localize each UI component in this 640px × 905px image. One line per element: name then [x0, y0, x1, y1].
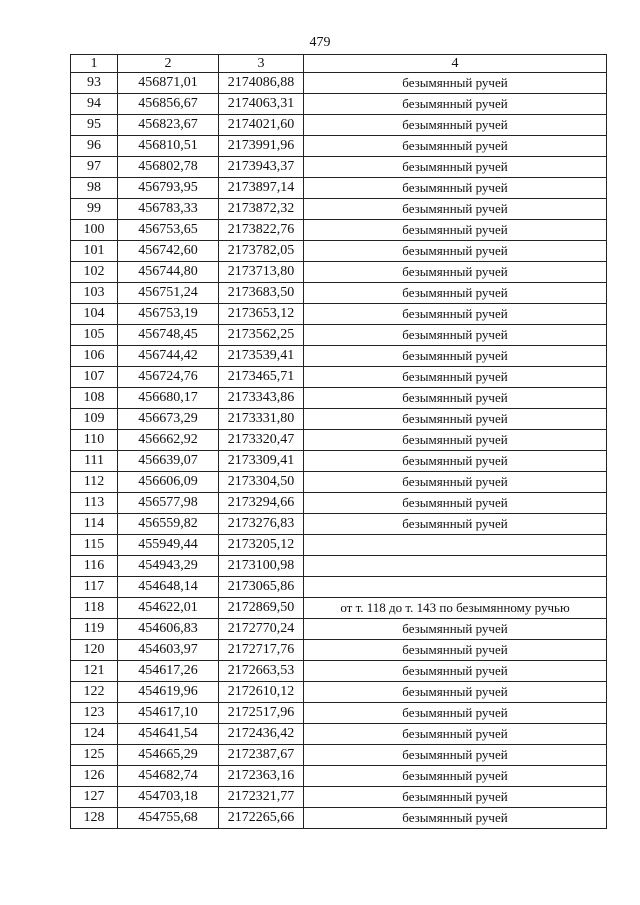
description-cell: безымянный ручей [304, 808, 607, 829]
y-coordinate-cell: 2174086,88 [219, 73, 304, 94]
point-number-cell: 120 [71, 640, 118, 661]
description-cell: безымянный ручей [304, 367, 607, 388]
table-row [71, 787, 607, 808]
y-coordinate-cell: 2173320,47 [219, 430, 304, 451]
y-coordinate-cell: 2173309,41 [219, 451, 304, 472]
table-row [71, 556, 607, 577]
description-cell: безымянный ручей [304, 220, 607, 241]
table-row [71, 724, 607, 745]
table-row [71, 577, 607, 598]
x-coordinate-cell: 454665,29 [118, 745, 219, 766]
x-coordinate-cell: 456662,92 [118, 430, 219, 451]
table-row [71, 94, 607, 115]
table-row [71, 367, 607, 388]
description-cell: безымянный ручей [304, 661, 607, 682]
point-number-cell: 105 [71, 325, 118, 346]
point-number-cell: 96 [71, 136, 118, 157]
y-coordinate-cell: 2172363,16 [219, 766, 304, 787]
y-coordinate-cell: 2173465,71 [219, 367, 304, 388]
point-number-cell: 108 [71, 388, 118, 409]
y-coordinate-cell: 2172610,12 [219, 682, 304, 703]
point-number-cell: 118 [71, 598, 118, 619]
x-coordinate-cell: 454943,29 [118, 556, 219, 577]
header-cell-point: 1 [71, 55, 118, 73]
point-number-cell: 123 [71, 703, 118, 724]
x-coordinate-cell: 454703,18 [118, 787, 219, 808]
description-cell: безымянный ручей [304, 514, 607, 535]
y-coordinate-cell: 2173683,50 [219, 283, 304, 304]
point-number-cell: 107 [71, 367, 118, 388]
table-row [71, 598, 607, 619]
x-coordinate-cell: 456856,67 [118, 94, 219, 115]
x-coordinate-cell: 454617,10 [118, 703, 219, 724]
x-coordinate-cell: 454755,68 [118, 808, 219, 829]
description-cell: безымянный ручей [304, 388, 607, 409]
y-coordinate-cell: 2173539,41 [219, 346, 304, 367]
point-number-cell: 111 [71, 451, 118, 472]
x-coordinate-cell: 456753,19 [118, 304, 219, 325]
table-row [71, 220, 607, 241]
description-cell: безымянный ручей [304, 136, 607, 157]
point-number-cell: 93 [71, 73, 118, 94]
point-number-cell: 103 [71, 283, 118, 304]
x-coordinate-cell: 456742,60 [118, 241, 219, 262]
description-cell: безымянный ручей [304, 619, 607, 640]
point-number-cell: 101 [71, 241, 118, 262]
description-cell: безымянный ручей [304, 283, 607, 304]
y-coordinate-cell: 2174063,31 [219, 94, 304, 115]
y-coordinate-cell: 2173331,80 [219, 409, 304, 430]
table-row [71, 661, 607, 682]
y-coordinate-cell: 2173943,37 [219, 157, 304, 178]
table-body [71, 55, 607, 829]
point-number-cell: 124 [71, 724, 118, 745]
description-cell: от т. 118 до т. 143 по безымянному ручью [304, 598, 607, 619]
description-cell [304, 535, 607, 556]
point-number-cell: 104 [71, 304, 118, 325]
table-row [71, 178, 607, 199]
y-coordinate-cell: 2172517,96 [219, 703, 304, 724]
table-row [71, 640, 607, 661]
y-coordinate-cell: 2173065,86 [219, 577, 304, 598]
description-cell: безымянный ручей [304, 157, 607, 178]
y-coordinate-cell: 2173782,05 [219, 241, 304, 262]
x-coordinate-cell: 454619,96 [118, 682, 219, 703]
table-row [71, 304, 607, 325]
table-row [71, 115, 607, 136]
header-cell-description: 4 [304, 55, 607, 73]
point-number-cell: 113 [71, 493, 118, 514]
x-coordinate-cell: 454617,26 [118, 661, 219, 682]
x-coordinate-cell: 454641,54 [118, 724, 219, 745]
table-row [71, 283, 607, 304]
description-cell: безымянный ручей [304, 724, 607, 745]
point-number-cell: 100 [71, 220, 118, 241]
x-coordinate-cell: 454622,01 [118, 598, 219, 619]
y-coordinate-cell: 2173562,25 [219, 325, 304, 346]
x-coordinate-cell: 456802,78 [118, 157, 219, 178]
point-number-cell: 125 [71, 745, 118, 766]
point-number-cell: 109 [71, 409, 118, 430]
y-coordinate-cell: 2172321,77 [219, 787, 304, 808]
point-number-cell: 119 [71, 619, 118, 640]
description-cell: безымянный ручей [304, 682, 607, 703]
table-row [71, 472, 607, 493]
header-cell-x: 2 [118, 55, 219, 73]
coordinates-table [70, 54, 607, 829]
point-number-cell: 97 [71, 157, 118, 178]
table-row [71, 199, 607, 220]
header-cell-y: 3 [219, 55, 304, 73]
y-coordinate-cell: 2172436,42 [219, 724, 304, 745]
description-cell: безымянный ручей [304, 451, 607, 472]
table-row [71, 388, 607, 409]
point-number-cell: 98 [71, 178, 118, 199]
point-number-cell: 106 [71, 346, 118, 367]
x-coordinate-cell: 454648,14 [118, 577, 219, 598]
table-row [71, 745, 607, 766]
point-number-cell: 127 [71, 787, 118, 808]
table-row [71, 703, 607, 724]
y-coordinate-cell: 2172387,67 [219, 745, 304, 766]
description-cell: безымянный ручей [304, 304, 607, 325]
description-cell: безымянный ручей [304, 262, 607, 283]
x-coordinate-cell: 456783,33 [118, 199, 219, 220]
description-cell: безымянный ручей [304, 325, 607, 346]
table-row [71, 682, 607, 703]
table-row [71, 451, 607, 472]
description-cell: безымянный ручей [304, 472, 607, 493]
description-cell: безымянный ручей [304, 787, 607, 808]
table-row [71, 136, 607, 157]
description-cell: безымянный ручей [304, 178, 607, 199]
y-coordinate-cell: 2173872,32 [219, 199, 304, 220]
table-row [71, 430, 607, 451]
point-number-cell: 112 [71, 472, 118, 493]
description-cell [304, 577, 607, 598]
x-coordinate-cell: 456724,76 [118, 367, 219, 388]
point-number-cell: 115 [71, 535, 118, 556]
point-number-cell: 122 [71, 682, 118, 703]
x-coordinate-cell: 456793,95 [118, 178, 219, 199]
x-coordinate-cell: 456748,45 [118, 325, 219, 346]
y-coordinate-cell: 2174021,60 [219, 115, 304, 136]
table-row [71, 409, 607, 430]
description-cell: безымянный ручей [304, 94, 607, 115]
y-coordinate-cell: 2173991,96 [219, 136, 304, 157]
y-coordinate-cell: 2173205,12 [219, 535, 304, 556]
description-cell: безымянный ручей [304, 430, 607, 451]
description-cell: безымянный ручей [304, 703, 607, 724]
description-cell: безымянный ручей [304, 640, 607, 661]
x-coordinate-cell: 455949,44 [118, 535, 219, 556]
x-coordinate-cell: 454682,74 [118, 766, 219, 787]
table-row [71, 325, 607, 346]
y-coordinate-cell: 2173276,83 [219, 514, 304, 535]
y-coordinate-cell: 2173294,66 [219, 493, 304, 514]
table-row [71, 514, 607, 535]
x-coordinate-cell: 456680,17 [118, 388, 219, 409]
page-number: 479 [309, 35, 331, 50]
y-coordinate-cell: 2173822,76 [219, 220, 304, 241]
x-coordinate-cell: 456639,07 [118, 451, 219, 472]
y-coordinate-cell: 2173653,12 [219, 304, 304, 325]
y-coordinate-cell: 2172717,76 [219, 640, 304, 661]
x-coordinate-cell: 456744,80 [118, 262, 219, 283]
table-row [71, 766, 607, 787]
y-coordinate-cell: 2172869,50 [219, 598, 304, 619]
description-cell: безымянный ручей [304, 493, 607, 514]
point-number-cell: 126 [71, 766, 118, 787]
x-coordinate-cell: 456871,01 [118, 73, 219, 94]
point-number-cell: 110 [71, 430, 118, 451]
point-number-cell: 114 [71, 514, 118, 535]
x-coordinate-cell: 454606,83 [118, 619, 219, 640]
x-coordinate-cell: 456823,67 [118, 115, 219, 136]
y-coordinate-cell: 2172265,66 [219, 808, 304, 829]
x-coordinate-cell: 456673,29 [118, 409, 219, 430]
description-cell [304, 556, 607, 577]
description-cell: безымянный ручей [304, 745, 607, 766]
point-number-cell: 121 [71, 661, 118, 682]
y-coordinate-cell: 2173100,98 [219, 556, 304, 577]
table-row [71, 535, 607, 556]
table-row [71, 241, 607, 262]
table-row [71, 619, 607, 640]
table-header-row [71, 55, 607, 73]
description-cell: безымянный ручей [304, 409, 607, 430]
description-cell: безымянный ручей [304, 241, 607, 262]
x-coordinate-cell: 456810,51 [118, 136, 219, 157]
point-number-cell: 102 [71, 262, 118, 283]
table-row [71, 157, 607, 178]
x-coordinate-cell: 456753,65 [118, 220, 219, 241]
y-coordinate-cell: 2173713,80 [219, 262, 304, 283]
table-row [71, 262, 607, 283]
table-row [71, 346, 607, 367]
point-number-cell: 117 [71, 577, 118, 598]
point-number-cell: 99 [71, 199, 118, 220]
x-coordinate-cell: 456606,09 [118, 472, 219, 493]
table-row [71, 493, 607, 514]
x-coordinate-cell: 456744,42 [118, 346, 219, 367]
description-cell: безымянный ручей [304, 199, 607, 220]
y-coordinate-cell: 2172770,24 [219, 619, 304, 640]
y-coordinate-cell: 2173343,86 [219, 388, 304, 409]
y-coordinate-cell: 2173304,50 [219, 472, 304, 493]
table-row [71, 808, 607, 829]
point-number-cell: 116 [71, 556, 118, 577]
table-row [71, 73, 607, 94]
point-number-cell: 128 [71, 808, 118, 829]
x-coordinate-cell: 456751,24 [118, 283, 219, 304]
description-cell: безымянный ручей [304, 346, 607, 367]
y-coordinate-cell: 2173897,14 [219, 178, 304, 199]
x-coordinate-cell: 456559,82 [118, 514, 219, 535]
y-coordinate-cell: 2172663,53 [219, 661, 304, 682]
point-number-cell: 95 [71, 115, 118, 136]
description-cell: безымянный ручей [304, 766, 607, 787]
x-coordinate-cell: 454603,97 [118, 640, 219, 661]
x-coordinate-cell: 456577,98 [118, 493, 219, 514]
point-number-cell: 94 [71, 94, 118, 115]
description-cell: безымянный ручей [304, 115, 607, 136]
description-cell: безымянный ручей [304, 73, 607, 94]
